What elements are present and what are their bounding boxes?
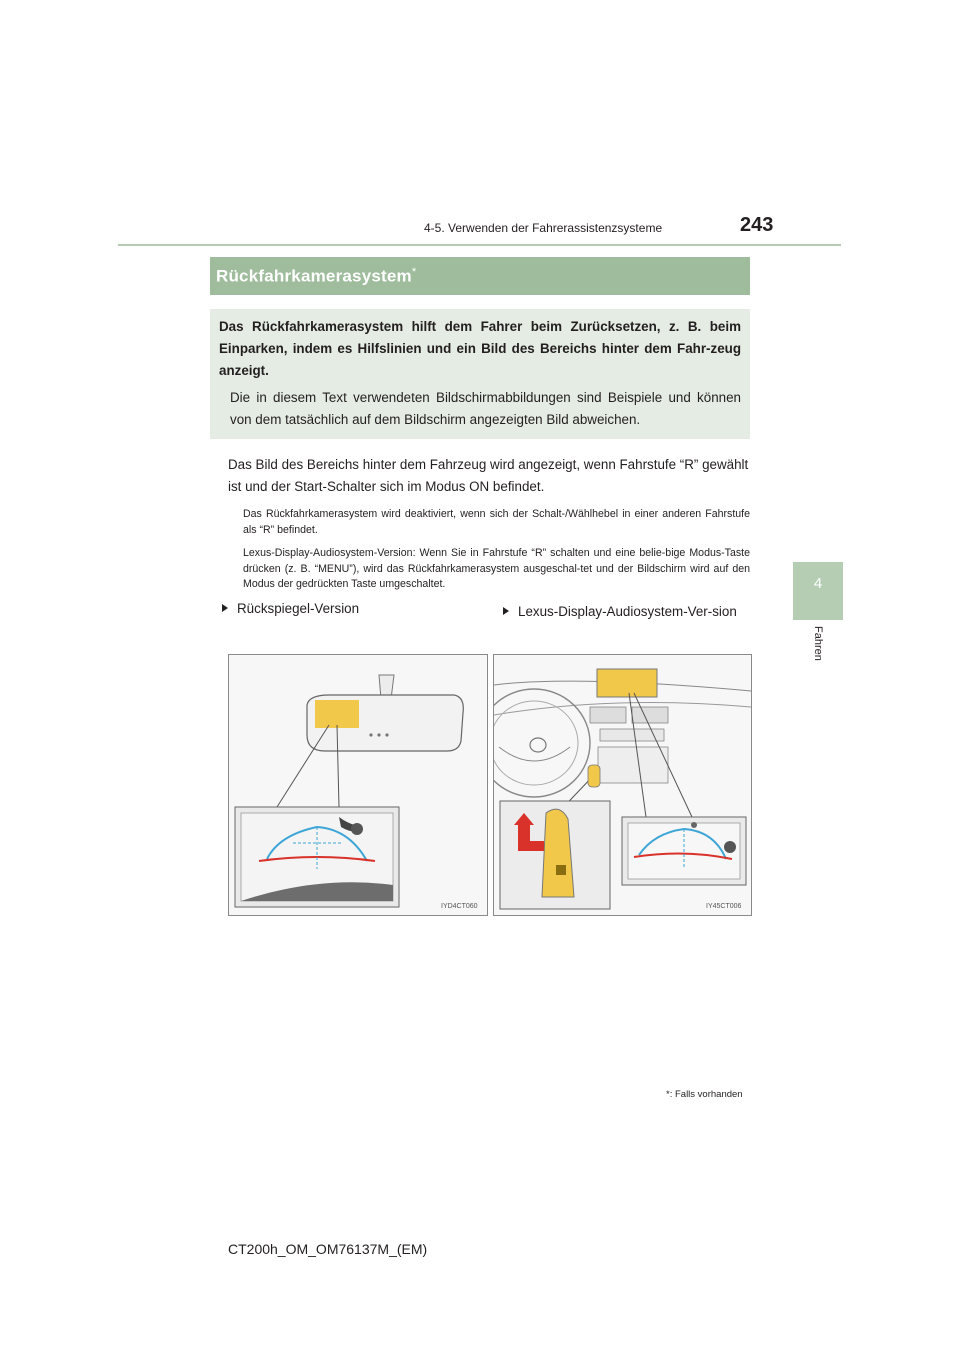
image-code-right: IY45CT006 <box>706 903 742 910</box>
triangle-bullet-icon <box>222 604 228 612</box>
note-paragraph-2: Lexus-Display-Audiosystem-Version: Wenn Sie in Fahrstufe “R” schalten und eine belie-bige Modus-Taste drücken (z. B. “MENU”), wird das Rückfahrkamerasystem ausgeschal-tet und der Bildschirm wird auf den Modus der gedrückten Taste umgeschaltet. <box>243 547 750 590</box>
version-label-display-text: Lexus-Display-Audiosystem-Ver-sion <box>518 604 737 619</box>
intro-summary: Das Rückfahrkamerasystem hilft dem Fahrer beim Zurücksetzen, z. B. beim Einparken, indem es Hilfslinien und ein Bild des Bereichs hinter dem Fahr-zeug anzeigt. <box>219 319 741 378</box>
page-number: 243 <box>740 214 774 236</box>
header-divider <box>118 244 841 246</box>
section-title <box>216 266 416 287</box>
mirror-display-area <box>315 700 359 728</box>
footnote <box>666 1089 743 1100</box>
version-label-mirror-text: Rückspiegel-Version <box>237 601 360 616</box>
chapter-number: 4 <box>813 575 823 592</box>
chapter-label: Fahren <box>812 626 824 661</box>
center-display-area <box>597 669 657 697</box>
version-label-mirror <box>222 601 359 616</box>
triangle-bullet-icon <box>503 607 509 615</box>
mirror-drawing <box>229 655 487 915</box>
body-paragraph: Das Bild des Bereichs hinter dem Fahrzeug wird angezeigt, wenn Fahrstufe “R” gewählt ist und der Start-Schalter sich im Modus ON befindet. <box>228 457 749 494</box>
dashboard-illustration <box>493 654 752 916</box>
footnote-asterisk: * <box>666 1089 670 1100</box>
intro-note: Die in diesem Text verwendeten Bildschirmabbildungen sind Beispiele und können von dem tatsächlich auf dem Bildschirm angezeigten Bild abweichen. <box>230 390 741 427</box>
title-asterisk: * <box>411 266 417 278</box>
version-label-display <box>503 601 753 623</box>
mirror-illustration <box>228 654 488 916</box>
dashboard-drawing <box>494 655 751 915</box>
image-code-left: IYD4CT060 <box>441 903 478 910</box>
footnote-text: : Falls vorhanden <box>669 1089 743 1100</box>
section-title-text: Rückfahrkamerasystem <box>216 266 412 286</box>
note-paragraph-1: Das Rückfahrkamerasystem wird deaktiviert, wenn sich der Schalt-/Wählhebel in einer anderen Fahrstufe als “R” befindet. <box>243 508 750 536</box>
document-code: CT200h_OM_OM76137M_(EM) <box>228 1241 428 1257</box>
running-header-section: 4-5. Verwenden der Fahrerassistenzsysteme <box>424 221 663 235</box>
